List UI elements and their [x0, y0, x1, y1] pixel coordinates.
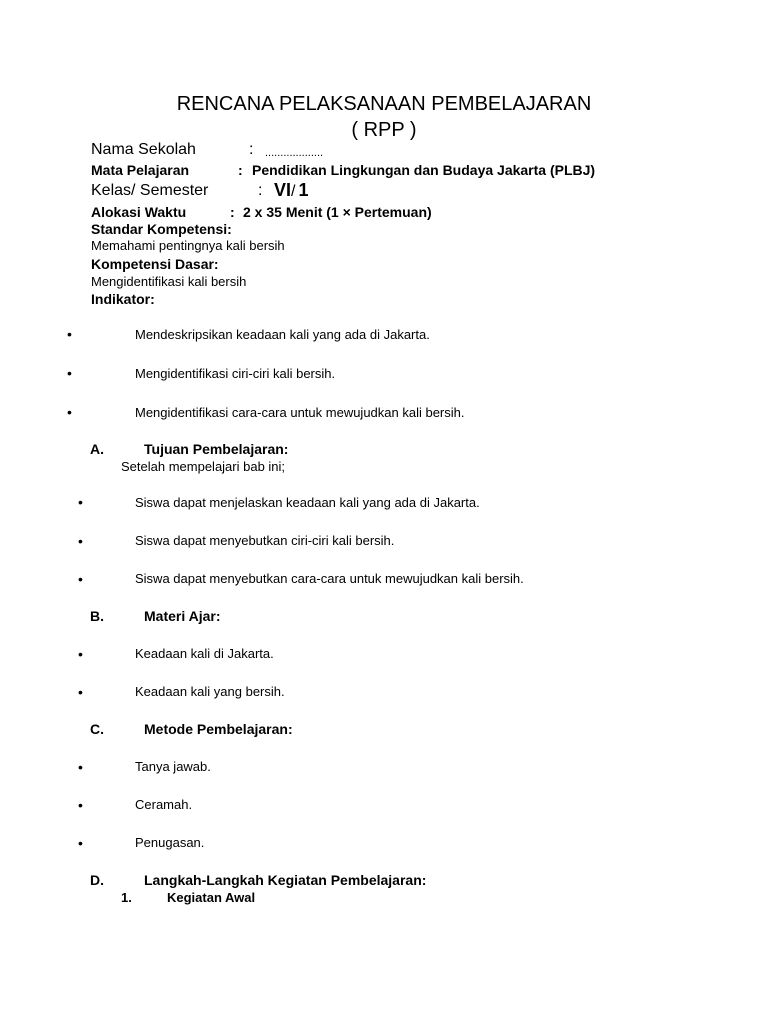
school-colon: : — [249, 141, 254, 158]
list-item: Siswa dapat menyebutkan cara-cara untuk mewujudkan kali bersih. — [135, 571, 524, 586]
subject-value: Pendidikan Lingkungan dan Budaya Jakarta (PLBJ) — [252, 162, 596, 178]
time-label: Alokasi Waktu — [91, 204, 187, 220]
bullet-icon: • — [78, 835, 83, 851]
bullet-icon: • — [67, 326, 72, 342]
class-colon: : — [258, 182, 263, 199]
section-a-letter: A. — [90, 441, 104, 457]
list-item: Mengidentifikasi cara-cara untuk mewujudkan kali bersih. — [135, 405, 465, 420]
section-a-title: Tujuan Pembelajaran: — [144, 441, 289, 457]
list-item: Keadaan kali yang bersih. — [135, 684, 285, 699]
document-subtitle: ( RPP ) — [351, 119, 417, 141]
bullet-icon: • — [67, 365, 72, 381]
section-a-intro: Setelah mempelajari bab ini; — [121, 459, 286, 474]
section-d-sub-title: Kegiatan Awal — [167, 890, 256, 905]
section-d-title: Langkah-Langkah Kegiatan Pembelajaran: — [144, 872, 427, 888]
bullet-icon: • — [78, 571, 83, 587]
list-item: Keadaan kali di Jakarta. — [135, 646, 274, 661]
class-semester: 1 — [298, 180, 309, 200]
class-grade: VI — [274, 180, 292, 200]
bullet-icon: • — [78, 494, 83, 510]
list-item: Tanya jawab. — [135, 759, 211, 774]
standard-text: Memahami pentingnya kali bersih — [91, 238, 285, 253]
subject-label: Mata Pelajaran — [91, 162, 190, 178]
section-c-title: Metode Pembelajaran: — [144, 721, 293, 737]
indicator-label: Indikator: — [91, 291, 155, 307]
bullet-icon: • — [78, 533, 83, 549]
section-b-letter: B. — [90, 608, 104, 624]
list-item: Siswa dapat menjelaskan keadaan kali yang ada di Jakarta. — [135, 495, 480, 510]
class-value — [274, 180, 308, 201]
standard-label: Standar Kompetensi: — [91, 221, 232, 237]
time-value: 2 x 35 Menit (1 × Pertemuan) — [243, 204, 432, 220]
bullet-icon: • — [67, 404, 72, 420]
section-d-sub-number: 1. — [121, 890, 132, 905]
class-label: Kelas/ Semester — [91, 182, 209, 199]
class-slash: / — [291, 183, 296, 200]
list-item: Mengidentifikasi ciri-ciri kali bersih. — [135, 366, 336, 381]
basic-label: Kompetensi Dasar: — [91, 256, 219, 272]
subject-colon: : — [238, 162, 243, 178]
bullet-icon: • — [78, 646, 83, 662]
basic-text: Mengidentifikasi kali bersih — [91, 274, 247, 289]
list-item: Penugasan. — [135, 835, 205, 850]
section-d-letter: D. — [90, 872, 104, 888]
section-b-title: Materi Ajar: — [144, 608, 221, 624]
bullet-icon: • — [78, 684, 83, 700]
list-item: Siswa dapat menyebutkan ciri-ciri kali bersih. — [135, 533, 395, 548]
school-label: Nama Sekolah — [91, 141, 196, 158]
school-value: ................... — [265, 147, 324, 159]
bullet-icon: • — [78, 797, 83, 813]
document-title: RENCANA PELAKSANAAN PEMBELAJARAN — [176, 93, 592, 115]
list-item: Ceramah. — [135, 797, 193, 812]
bullet-icon: • — [78, 759, 83, 775]
time-colon: : — [230, 204, 235, 220]
section-c-letter: C. — [90, 721, 104, 737]
list-item: Mendeskripsikan keadaan kali yang ada di Jakarta. — [135, 327, 430, 342]
